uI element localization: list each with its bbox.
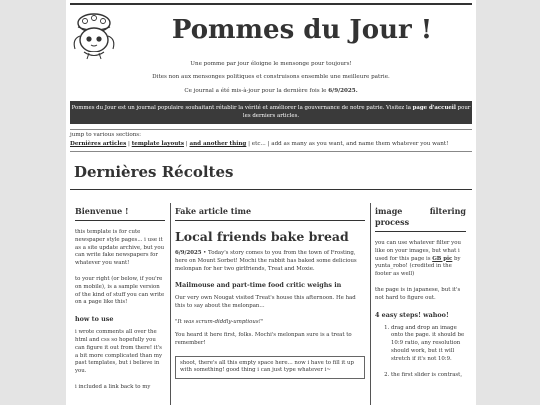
mascot-logo-icon	[69, 9, 119, 61]
updated-date: 6/9/2025.	[328, 88, 358, 94]
gb-pic-link[interactable]: GB pic	[432, 255, 453, 262]
about-banner	[70, 101, 472, 124]
filter-paragraph-1	[375, 240, 466, 279]
article-date: 6/9/2025	[175, 250, 202, 256]
section-title: Dernières Récoltes	[74, 163, 234, 181]
welcome-paragraph-4: i included a link back to my	[75, 383, 151, 390]
site-title: Pommes du Jour !	[171, 15, 433, 45]
jump-label: jump to various sections:	[70, 132, 142, 138]
article-subheading: Mailmouse and part-time food critic weighs in	[175, 281, 342, 290]
section-rule	[70, 189, 472, 190]
article-column-heading: Fake article time	[175, 206, 365, 221]
nav-link-layouts[interactable]: template layouts	[131, 141, 185, 147]
article-paragraph-3: You heard it here first, folks. Mochi's melonpan sure is a treat to remember!	[175, 331, 352, 346]
column-divider-left	[170, 203, 171, 405]
column-divider-right	[370, 203, 371, 405]
welcome-heading: Bienvenue !	[75, 206, 165, 221]
tagline-updated	[66, 88, 476, 94]
filter-p1-prefix: you can use whatever filter you like on your images, but what i used for this page is	[375, 240, 461, 262]
updated-prefix: Ce journal a été mis-à-jour pour la dernière fois le	[184, 88, 329, 94]
nav-top-rule	[70, 129, 472, 130]
filler-note-box: shoot, there's all this empty space here... now i have to fill it up with something! good thing i can just type whatever i~	[175, 356, 365, 379]
step-item: 1. drag and drop an image onto the page. it should be 10:9 ratio, any resolution should work, but it will stretch if it's not 10:9.	[391, 325, 466, 364]
welcome-paragraph-3: i wrote comments all over the html and css so hopefully you can figure it out from there! it's a bit more complicated than my past templates, but i believe in you.	[75, 329, 163, 375]
article-column	[175, 206, 365, 379]
filter-column	[375, 206, 466, 387]
article-lead-text: • Today's story comes to you from the town of Frosting, here on Mount Sorbet! Mochi the rabbit has baked some delicious melonpan for her two girlfriends, Treat and Moxie.	[175, 250, 357, 272]
how-to-use-heading: how to use	[75, 315, 114, 324]
tagline-mission: Dites non aux mensonges politiques et construisons ensemble une meilleure patrie.	[152, 74, 390, 80]
article-paragraph-2: Our very own Nougat visited Treat's house this afternoon. He had this to say about the melonpan...	[175, 295, 356, 310]
welcome-paragraph-1: this template is for cute newspaper style pages... i use it as a site update archive, but you can write fake newspapers for whatever you want!	[75, 229, 165, 267]
banner-text-prefix: Pommes du Jour est un journal populaire souhaitant rétablir la vérité et améliorer la gouvernance de notre patrie. Visitez la	[71, 105, 413, 111]
welcome-paragraph-2: to your right (or below, if you're on mobile), is a sample version of the kind of stuff you can write on a page like this!	[75, 275, 165, 306]
filter-heading: image filtering process	[375, 206, 466, 232]
filter-p1-suffix: by yunta_robo! (credited in the footer as well)	[375, 255, 461, 278]
nav-link-latest[interactable]: Dernières articles	[70, 141, 127, 147]
tagline-motto: Une pomme par jour éloigne le mensonge pour toujours!	[190, 61, 352, 67]
nav-link-another[interactable]: and another thing	[189, 141, 247, 147]
article-lead	[175, 250, 365, 273]
step-item: 2. the first slider is contrast,	[391, 372, 466, 380]
article-quote: "It was scrum-diddly-umptious!"	[175, 318, 264, 325]
homepage-link[interactable]: page d'accueil	[412, 105, 456, 111]
steps-heading: 4 easy steps! wahoo!	[375, 310, 449, 319]
nav-link-etc[interactable]: etc...	[251, 141, 266, 147]
nav-bottom-rule	[70, 151, 472, 152]
section-nav: Dernières articles | template layouts | and another thing | etc... | add as many as you want, and name them whatever you want!	[70, 141, 449, 147]
nav-suffix: add as many as you want, and name them whatever you want!	[271, 141, 449, 147]
top-rule	[70, 3, 472, 5]
banner-text-suffix: pour les derniers articles.	[242, 105, 471, 119]
article-title: Local friends bake bread	[175, 229, 349, 244]
filter-paragraph-2: the page is in japanese, but it's not hard to figure out.	[375, 286, 461, 301]
steps-list	[375, 325, 466, 380]
welcome-column	[75, 206, 165, 400]
newspaper-page	[66, 0, 476, 405]
